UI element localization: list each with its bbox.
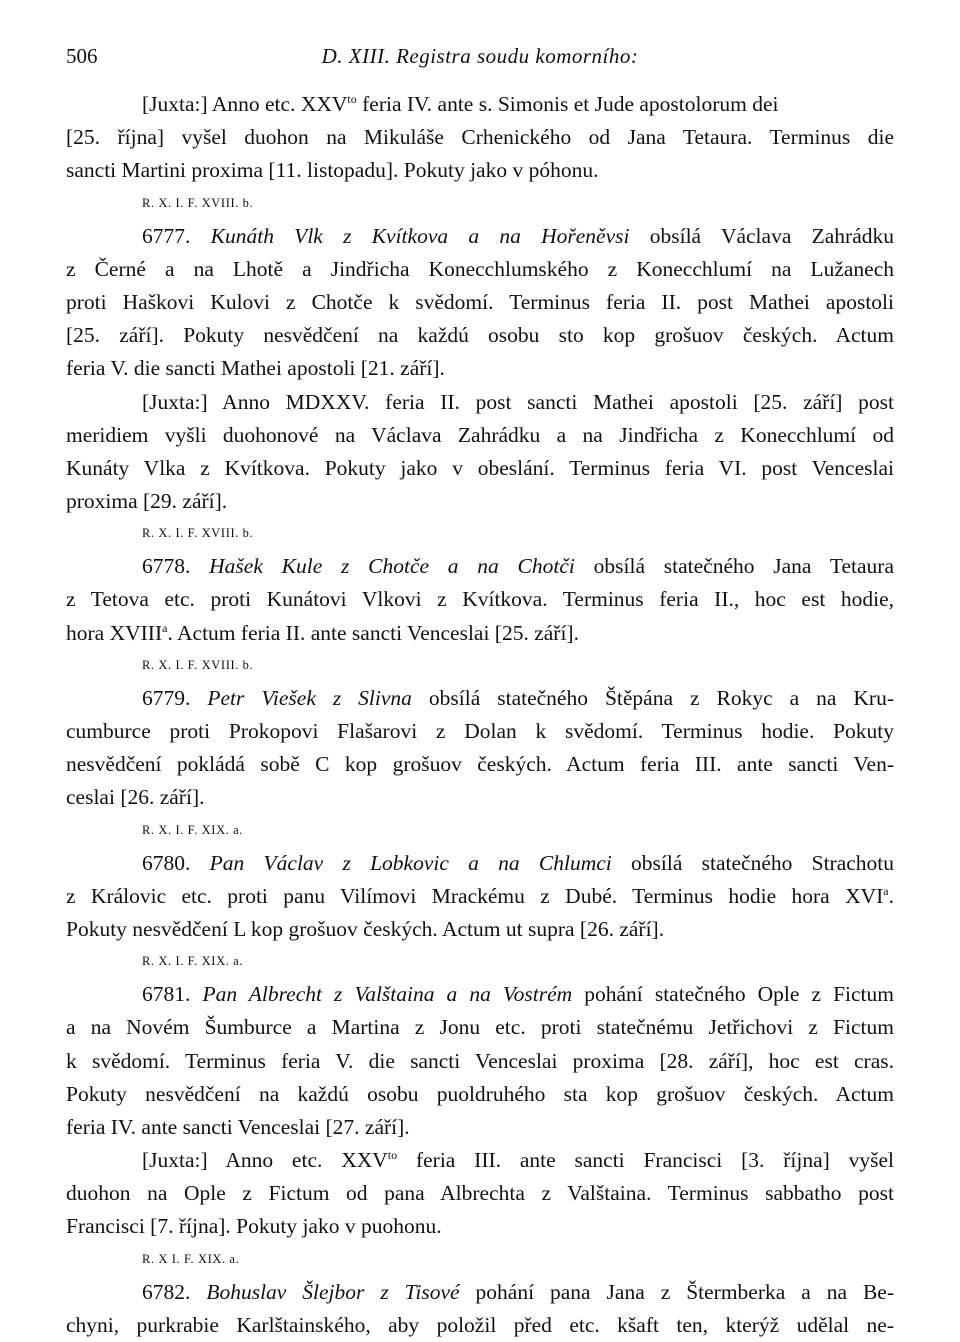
text-run: 6781. <box>142 982 203 1007</box>
text-line <box>66 1111 894 1144</box>
text-run: 6780. <box>142 850 210 875</box>
archival-signature <box>66 518 894 544</box>
text-line <box>66 1078 894 1111</box>
person-name: Hašek Kule z Chotče a na Chotči <box>209 554 575 579</box>
text-line <box>66 121 894 154</box>
text-line <box>66 715 894 748</box>
archival-signature <box>66 946 894 972</box>
text-line <box>66 781 894 814</box>
text-run: 6778. <box>142 554 210 579</box>
text-line <box>66 220 894 253</box>
text-run: k svědomí. Terminus feria V. die sancti Venceslai proxima [28. září], hoc est cras. <box>66 1048 894 1073</box>
text-line <box>66 847 894 880</box>
text-run: chyni, purkrabie Karlštainského, aby položil před etc. kšaft ten, kterýž udělal ne- <box>66 1312 894 1337</box>
text-line <box>66 154 894 187</box>
person-name: Pan Albrecht z Valštaina a na Vostrém <box>202 982 573 1007</box>
text-run: Kunáty Vlka z Kvítkova. Pokuty jako v obeslání. Terminus feria VI. post Venceslai <box>66 455 894 480</box>
text-line <box>66 880 894 913</box>
text-run: sancti Martini proxima [11. listopadu]. Pokuty jako v póhonu. <box>66 158 599 183</box>
text-run: cumburce proti Prokopovi Flašarovi z Dolan k svědomí. Terminus hodie. Pokuty <box>66 719 894 743</box>
superscript: to <box>387 1147 398 1162</box>
text-run: [Juxta:] Anno etc. XXV <box>142 92 348 116</box>
text-line <box>66 1276 894 1309</box>
text-line <box>66 682 894 715</box>
text-run: proti Haškovi Kulovi z Chotče k svědomí. Terminus feria II. post Mathei apostoli <box>66 289 894 314</box>
text-line <box>66 1309 894 1342</box>
page-header <box>66 44 894 74</box>
text-run: obsílá statečného Strachotu <box>611 850 895 875</box>
text-line <box>66 1011 894 1044</box>
text-line <box>66 352 894 385</box>
superscript: to <box>347 91 357 106</box>
text-line <box>66 617 894 650</box>
text-run: feria IV. ante sancti Venceslai [27. září]. <box>66 1114 410 1139</box>
text-run: [25. září]. Pokuty nesvědčení na každú osobu sto kop grošuov českých. Actum <box>66 323 894 348</box>
text-run: obsílá statečného Jana Tetaura <box>574 554 894 579</box>
text-run: obsílá statečného Štěpána z Rokyc a na Kru- <box>411 685 894 710</box>
person-name: Kunáth Vlk z Kvítkova a na Hořeněvsi <box>210 223 630 248</box>
text-run: feria IV. ante s. Simonis et Jude apostolorum dei <box>356 92 779 116</box>
text-run: Pokuty nesvědčení na každú osobu puoldruhého sta kop grošuov českých. Actum <box>66 1081 894 1106</box>
text-run: [Juxta:] Anno etc. XXV <box>142 1148 388 1173</box>
text-line <box>66 978 894 1011</box>
text-run: R. X. I. F. XIX. a. <box>142 954 244 969</box>
text-run: nesvědčení pokládá sobě C kop grošuov českých. Actum feria III. ante sancti Ven- <box>66 752 894 777</box>
text-run: 6782. <box>142 1279 207 1304</box>
person-name: Petr Viešek z Slivna <box>207 685 412 710</box>
person-name: Bohuslav Šlejbor z Tisové <box>206 1279 460 1304</box>
text-line <box>66 748 894 781</box>
text-run: R. X. I. F. XVIII. b. <box>142 526 254 541</box>
document-body <box>66 88 894 1342</box>
text-line <box>66 253 894 286</box>
text-run: 6777. <box>142 223 211 248</box>
text-run: a na Novém Šumburce a Martina z Jonu etc. proti statečnému Jetřichovi z Fictum <box>66 1015 894 1040</box>
text-run: pohání pana Jana z Štermberka a na Be- <box>459 1279 895 1304</box>
text-run: z Černé a na Lhotě a Jindřicha Konecchlumského z Konecchlumí na Lužanech <box>66 256 894 281</box>
text-run: meridiem vyšli duohonové na Václava Zahrádku a na Jindřicha z Konecchlumí od <box>66 422 894 447</box>
text-line <box>66 452 894 485</box>
text-line <box>66 583 894 616</box>
text-run: Pokuty nesvědčení L kop grošuov českých. Actum ut supra [26. září]. <box>66 916 665 941</box>
superscript: a <box>162 620 168 635</box>
text-line <box>66 386 894 419</box>
text-line <box>66 1045 894 1078</box>
text-line <box>66 319 894 352</box>
archival-signature <box>66 650 894 676</box>
text-run: proxima [29. září]. <box>66 489 228 514</box>
superscript: a <box>883 883 889 898</box>
text-run: 6779. <box>142 685 208 710</box>
text-run: R. X. I. F. XIX. a. <box>142 822 244 837</box>
text-run: pohání statečného Ople z Fictum <box>572 982 894 1007</box>
text-line <box>66 485 894 518</box>
text-run: z Tetova etc. proti Kunátovi Vlkovi z Kvítkova. Terminus feria II., hoc est hodie, <box>66 587 894 612</box>
text-run: obsílá Václava Zahrádku <box>629 223 894 248</box>
text-run: R. X. I. F. XVIII. b. <box>142 657 254 672</box>
text-run: . Actum feria II. ante sancti Venceslai [25. září]. <box>167 620 579 645</box>
text-run: [25. října] vyšel duohon na Mikuláše Crhenického od Jana Tetaura. Terminus die <box>66 125 894 150</box>
text-run: hora XVIII <box>66 620 163 645</box>
text-line <box>66 913 894 946</box>
text-run: feria V. die sancti Mathei apostoli [21. září]. <box>66 356 445 381</box>
text-run: feria III. ante sancti Francisci [3. října] vyšel <box>397 1148 894 1173</box>
archival-signature <box>66 188 894 214</box>
text-line <box>66 550 894 583</box>
archival-signature <box>66 815 894 841</box>
text-line <box>66 1144 894 1177</box>
text-line <box>66 88 894 121</box>
text-run: . <box>888 883 894 908</box>
running-title: D. XIII. Registra soudu komorního: <box>321 44 639 68</box>
text-run: z Královic etc. proti panu Vilímovi Mrackému z Dubé. Terminus hodie hora XVI <box>66 883 884 908</box>
text-line <box>66 1177 894 1210</box>
text-run: R. X. I. F. XVIII. b. <box>142 195 254 210</box>
text-run: ceslai [26. září]. <box>66 785 205 810</box>
text-run: [Juxta:] Anno MDXXV. feria II. post sancti Mathei apostoli [25. září] post <box>142 389 894 414</box>
text-line <box>66 419 894 452</box>
text-run: R. X I. F. XIX. a. <box>142 1251 240 1266</box>
text-line <box>66 286 894 319</box>
archival-signature <box>66 1244 894 1270</box>
text-run: Francisci [7. října]. Pokuty jako v puohonu. <box>66 1214 442 1239</box>
person-name: Pan Václav z Lobkovic a na Chlumci <box>209 850 612 875</box>
text-run: duohon na Ople z Fictum od pana Albrechta z Valštaina. Terminus sabbatho post <box>66 1181 894 1206</box>
page-number: 506 <box>66 44 98 68</box>
